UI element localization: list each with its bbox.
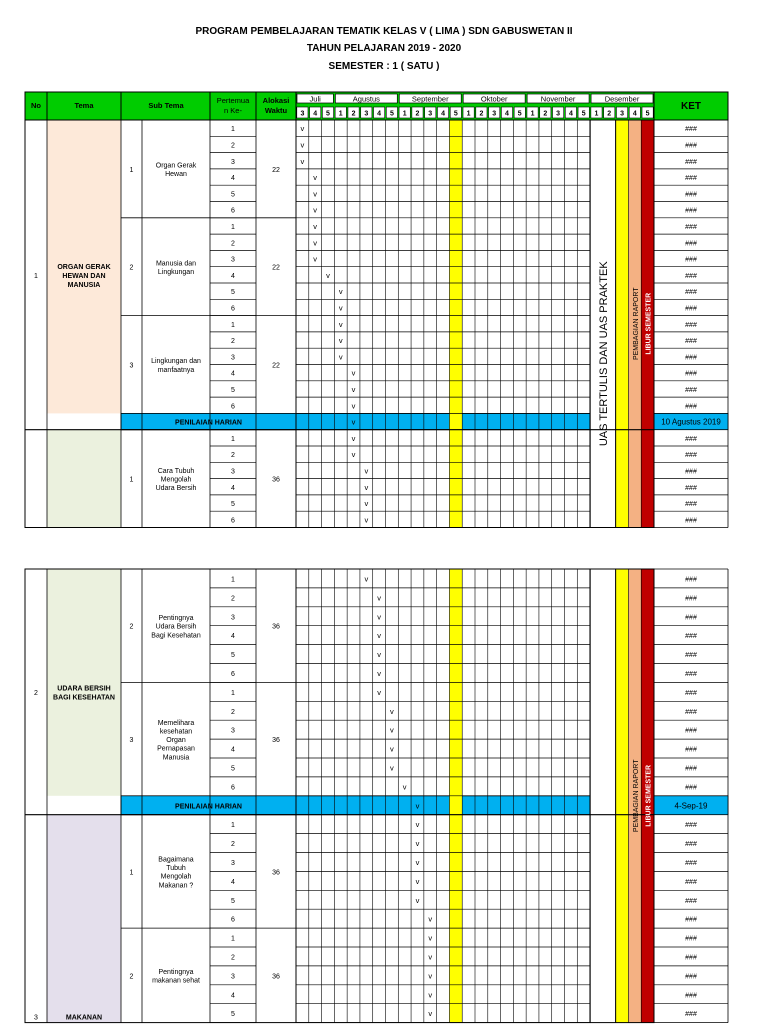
ket-value: ### [685, 207, 697, 215]
check-mark: v [390, 763, 394, 773]
pertemuan-number: 1 [231, 223, 235, 231]
check-mark: v [428, 971, 433, 981]
penilaian-date: 10 Agustus 2019 [661, 417, 721, 427]
pertemuan-number: 4 [231, 633, 235, 641]
check-mark: v [351, 450, 356, 460]
check-mark: v [364, 515, 369, 525]
check-mark: v [351, 401, 356, 411]
ket-value: ### [685, 223, 697, 231]
ket-value: ### [685, 338, 697, 346]
ket-value: ### [685, 354, 697, 362]
week-number: 3 [620, 110, 624, 118]
theme-number: 3 [34, 1014, 38, 1022]
ket-value: ### [685, 370, 697, 378]
pertemuan-number: 1 [231, 576, 235, 584]
title-line-1: PROGRAM PEMBELAJARAN TEMATIK KELAS V ( LIMA ) SDN GABUSWETAN II [195, 26, 573, 37]
alokasi-waktu: 22 [272, 362, 280, 370]
ket-value: ### [685, 765, 697, 773]
ket-value: ### [685, 916, 697, 924]
schedule-table-part-2 [0, 567, 768, 1024]
week-number: 1 [466, 110, 471, 118]
ket-value: ### [685, 859, 697, 867]
theme-cell [47, 430, 121, 528]
theme-number: 1 [34, 272, 38, 280]
penilaian-harian-label: PENILAIAN HARIAN [175, 803, 242, 811]
theme-number: 2 [34, 689, 38, 697]
header-alokasi: Waktu [264, 106, 288, 115]
ket-value: ### [685, 403, 697, 411]
check-mark: v [377, 687, 381, 697]
month-desember: Desember [604, 94, 640, 104]
header-no: No [31, 101, 41, 110]
check-mark: v [313, 221, 318, 231]
subtheme-number: 1 [129, 869, 134, 877]
pertemuan-number: 1 [231, 321, 235, 329]
ket-value: ### [685, 175, 697, 183]
ket-value: ### [685, 142, 697, 150]
theme-name: UDARA BERSIH [57, 685, 111, 693]
ket-value: ### [685, 158, 697, 166]
pertemuan-number: 5 [231, 1011, 235, 1019]
subtheme-number: 1 [129, 166, 134, 174]
ket-value: ### [685, 1011, 697, 1019]
month-agustus: Agustus [352, 94, 380, 104]
check-mark: v [428, 1009, 433, 1019]
title-line-3: SEMESTER : 1 ( SATU ) [328, 61, 440, 72]
week-number: 5 [581, 110, 586, 118]
subtheme-name: Mengolah [160, 873, 192, 881]
check-mark: v [338, 287, 343, 297]
check-mark: v [300, 140, 305, 150]
theme-name: BAGI KESEHATAN [53, 694, 115, 702]
pertemuan-number: 4 [231, 878, 235, 886]
subtheme-name: Lingkungan [157, 269, 195, 276]
ket-value: ### [685, 289, 697, 297]
check-mark: v [364, 574, 369, 584]
week-number: 5 [326, 110, 330, 118]
check-mark: v [313, 189, 318, 199]
theme-name: MAKANAN [65, 1014, 103, 1022]
week-number: 5 [517, 110, 522, 118]
week-number: 3 [492, 110, 497, 118]
month-juli: Juli [309, 94, 321, 104]
check-mark: v [415, 895, 420, 905]
week-number: 4 [377, 110, 382, 118]
subtheme-name: Makanan ? [158, 882, 194, 890]
check-mark: v [428, 914, 433, 924]
check-mark: v [402, 782, 407, 792]
alokasi-waktu: 36 [272, 869, 280, 877]
week-number: 2 [351, 110, 356, 118]
week-number: 2 [607, 110, 612, 118]
week-number: 4 [568, 110, 573, 118]
check-mark: v [313, 238, 318, 248]
ket-value: ### [685, 191, 697, 199]
pertemuan-number: 2 [231, 240, 235, 248]
pertemuan-number: 1 [231, 126, 235, 134]
pertemuan-number: 6 [231, 517, 235, 525]
penilaian-date: 4-Sep-19 [674, 801, 708, 811]
week-number: 2 [479, 110, 484, 118]
subtheme-number: 3 [129, 362, 134, 370]
pertemuan-number: 6 [231, 403, 235, 411]
libur-semester-label: LIBUR SEMESTER [645, 292, 653, 355]
subtheme-name: Manusia [162, 754, 190, 762]
ket-value: ### [685, 305, 697, 313]
schedule-table-1 [0, 92, 768, 525]
penilaian-harian-label: PENILAIAN HARIAN [175, 419, 242, 427]
ket-value: ### [685, 272, 697, 280]
pertemuan-number: 5 [231, 191, 235, 199]
check-mark: v [428, 990, 433, 1000]
check-mark: v [364, 482, 369, 492]
title-line-2: TAHUN PELAJARAN 2019 - 2020 [306, 43, 462, 54]
week-number: 4 [505, 110, 509, 118]
subtheme-name: Cara Tubuh [157, 468, 195, 475]
ket-value: ### [685, 517, 697, 525]
check-mark: v [338, 352, 343, 362]
alokasi-waktu: 36 [272, 623, 280, 631]
week-number: 5 [453, 110, 458, 118]
header-pertemuan: Pertemua [216, 96, 250, 105]
alokasi-waktu: 22 [272, 264, 280, 272]
check-mark: v [351, 384, 356, 394]
pertemuan-number: 3 [231, 859, 235, 867]
pertemuan-number: 5 [231, 386, 235, 394]
alokasi-waktu: 36 [272, 737, 280, 745]
subtheme-name: Memelihara [157, 719, 195, 727]
month-oktober: Oktober [480, 94, 508, 104]
week-number: 3 [300, 110, 305, 118]
header-alokasi: Alokasi [262, 96, 290, 105]
week-number: 4 [313, 110, 318, 118]
header-tema: Tema [74, 101, 94, 110]
check-mark: v [428, 952, 433, 962]
check-mark: v [390, 725, 394, 735]
subtheme-name: Mengolah [160, 476, 192, 484]
alokasi-waktu: 22 [272, 166, 280, 174]
pertemuan-number: 4 [231, 746, 235, 754]
check-mark: v [415, 839, 420, 849]
pertemuan-number: 5 [231, 289, 235, 297]
subtheme-number: 2 [129, 973, 134, 981]
check-mark: v [338, 319, 343, 329]
check-mark: v [390, 744, 394, 754]
ket-value: ### [685, 784, 697, 792]
ket-value: ### [685, 746, 697, 754]
pertemuan-number: 2 [231, 841, 235, 849]
ket-value: ### [685, 321, 697, 329]
pembagian-raport-label: PEMBAGIAN RAPORT [632, 287, 640, 361]
raport-yellow-column [616, 120, 629, 528]
check-mark: v [415, 876, 420, 886]
ket-value: ### [685, 256, 697, 264]
ket-value: ### [685, 652, 697, 660]
ket-value: ### [685, 614, 697, 622]
pertemuan-number: 1 [231, 935, 235, 943]
ket-value: ### [685, 386, 697, 394]
schedule-table-2 [0, 567, 768, 1024]
check-mark: v [326, 270, 330, 280]
subtheme-name: Organ Gerak [155, 162, 197, 170]
ket-value: ### [685, 468, 697, 476]
check-mark: v [300, 124, 305, 134]
header-ket: KET [681, 101, 701, 112]
subtheme-name: Bagi Kesehatan [151, 632, 201, 640]
ket-value: ### [685, 240, 697, 248]
check-mark: v [377, 668, 381, 678]
subtheme-name: Pernapasan [157, 745, 195, 753]
subtheme-number: 2 [129, 264, 134, 272]
pertemuan-number: 2 [231, 595, 235, 603]
pertemuan-number: 2 [231, 708, 235, 716]
subtheme-name: Manusia dan [155, 260, 197, 268]
check-mark: v [351, 417, 356, 427]
subtheme-number: 3 [129, 737, 134, 745]
ket-value: ### [685, 501, 697, 509]
header-pertemuan: n Ke- [224, 106, 242, 115]
check-mark: v [377, 650, 381, 660]
ket-value: ### [685, 822, 697, 830]
pertemuan-number: 6 [231, 916, 235, 924]
ket-value: ### [685, 689, 697, 697]
check-mark: v [338, 336, 343, 346]
ket-value: ### [685, 897, 697, 905]
pertemuan-number: 5 [231, 652, 235, 660]
pertemuan-number: 2 [231, 954, 235, 962]
subtheme-name: manfaatnya [157, 366, 195, 374]
month-november: November [540, 94, 576, 104]
check-mark: v [377, 612, 381, 622]
pertemuan-number: 4 [231, 370, 235, 378]
subtheme-name: Udara Bersih [155, 485, 197, 493]
week-number: 2 [543, 110, 548, 118]
subtheme-name: Pentingnya [158, 969, 194, 977]
check-mark: v [415, 820, 420, 830]
pertemuan-number: 3 [231, 354, 235, 362]
ket-value: ### [685, 670, 697, 678]
subtheme-name: Tubuh [166, 865, 186, 873]
ket-value: ### [685, 595, 697, 603]
schedule-table-part-1 [0, 92, 768, 525]
pertemuan-number: 6 [231, 305, 235, 313]
week-number: 4 [441, 110, 445, 118]
check-mark: v [338, 303, 343, 313]
check-mark: v [364, 466, 369, 476]
subtheme-name: Bagaimana [158, 856, 194, 864]
check-mark: v [351, 433, 356, 443]
alokasi-waktu: 36 [272, 973, 280, 981]
check-mark: v [313, 254, 318, 264]
check-mark: v [377, 593, 381, 603]
week-number: 5 [645, 110, 650, 118]
pembagian-raport-label: PEMBAGIAN RAPORT [632, 759, 640, 833]
week-number: 1 [402, 110, 407, 118]
theme-name: MANUSIA [67, 281, 101, 289]
pertemuan-number: 3 [231, 614, 235, 622]
week-number: 1 [338, 110, 343, 118]
check-mark: v [415, 801, 420, 811]
subtheme-number: 2 [129, 623, 134, 631]
subtheme-number: 1 [129, 476, 134, 484]
raport-yellow-column [616, 569, 629, 1023]
week-number: 3 [428, 110, 433, 118]
header-subtema: Sub Tema [148, 101, 184, 110]
subtheme-name: Hewan [165, 171, 187, 179]
subtheme-name: Organ [166, 737, 186, 745]
check-mark: v [428, 933, 433, 943]
ket-value: ### [685, 992, 697, 1000]
subtheme-name: Pentingnya [158, 615, 194, 623]
theme-cell [47, 815, 121, 1023]
pertemuan-number: 3 [231, 973, 235, 981]
week-number: 3 [556, 110, 561, 118]
pertemuan-number: 5 [231, 897, 235, 905]
pertemuan-number: 1 [231, 689, 235, 697]
ket-value: ### [685, 727, 697, 735]
week-number: 2 [415, 110, 420, 118]
check-mark: v [415, 857, 420, 867]
pertemuan-number: 3 [231, 158, 235, 166]
pertemuan-number: 2 [231, 142, 235, 150]
pertemuan-number: 2 [231, 452, 235, 460]
week-number: 1 [594, 110, 599, 118]
check-mark: v [351, 368, 356, 378]
alokasi-waktu: 36 [272, 476, 280, 484]
week-number: 4 [632, 110, 637, 118]
check-mark: v [390, 706, 394, 716]
ket-value: ### [685, 126, 697, 134]
ket-value: ### [685, 484, 697, 492]
september-week-5-column [449, 120, 462, 528]
pertemuan-number: 4 [231, 992, 235, 1000]
check-mark: v [313, 205, 318, 215]
check-mark: v [300, 156, 305, 166]
ket-value: ### [685, 878, 697, 886]
check-mark: v [377, 631, 381, 641]
ket-value: ### [685, 633, 697, 641]
uas-label: UAS TERTULIS DAN UAS PRAKTEK [597, 261, 610, 447]
ket-value: ### [685, 935, 697, 943]
subtheme-name: kesehatan [159, 728, 193, 736]
week-number: 3 [364, 110, 369, 118]
month-september: September [411, 94, 449, 104]
subtheme-name: makanan sehat [152, 977, 200, 985]
pertemuan-number: 5 [231, 765, 235, 773]
ket-value: ### [685, 576, 697, 584]
ket-value: ### [685, 708, 697, 716]
pertemuan-number: 4 [231, 484, 235, 492]
check-mark: v [313, 173, 318, 183]
pertemuan-number: 5 [231, 501, 235, 509]
pertemuan-number: 6 [231, 207, 235, 215]
pertemuan-number: 3 [231, 727, 235, 735]
libur-semester-label: LIBUR SEMESTER [645, 764, 653, 827]
subtheme-name: Lingkungan dan [151, 358, 201, 366]
pertemuan-number: 3 [231, 256, 235, 264]
theme-cell [47, 569, 121, 796]
pertemuan-number: 1 [231, 822, 235, 830]
ket-value: ### [685, 435, 697, 443]
week-number: 5 [389, 110, 394, 118]
theme-name: HEWAN DAN [62, 272, 106, 280]
ket-value: ### [685, 954, 697, 962]
pertemuan-number: 3 [231, 468, 235, 476]
pertemuan-number: 4 [231, 175, 235, 183]
ket-value: ### [685, 973, 697, 981]
check-mark: v [364, 499, 369, 509]
subtheme-name: Udara Bersih [155, 623, 197, 631]
ket-value: ### [685, 841, 697, 849]
week-number: 1 [530, 110, 535, 118]
uas-column [590, 569, 616, 1023]
pertemuan-number: 1 [231, 435, 235, 443]
pertemuan-number: 6 [231, 670, 235, 678]
theme-name: ORGAN GERAK [57, 263, 111, 271]
pertemuan-number: 2 [231, 338, 235, 346]
ket-value: ### [685, 452, 697, 460]
pertemuan-number: 6 [231, 784, 235, 792]
pertemuan-number: 4 [231, 272, 235, 280]
